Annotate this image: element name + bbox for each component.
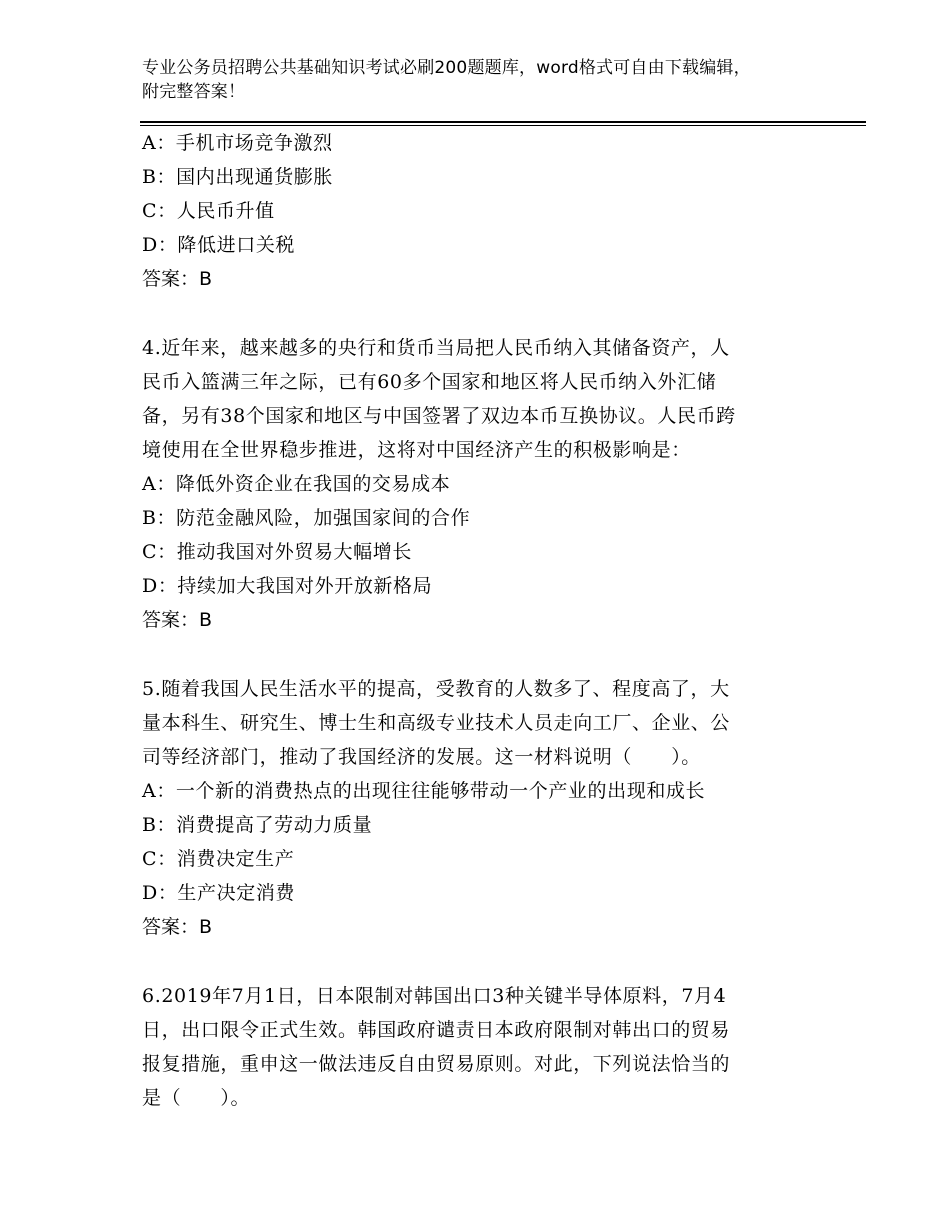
option-b: B：防范金融风险，加强国家间的合作 <box>142 507 471 529</box>
question-3 <box>142 126 866 296</box>
question-stem-line: 是（ ）。 <box>142 1087 251 1109</box>
question-stem-line: 4.近年来，越来越多的央行和货币当局把人民币纳入其储备资产，人 <box>142 337 730 359</box>
question-stem-line: 司等经济部门，推动了我国经济的发展。这一材料说明（ ）。 <box>142 746 701 768</box>
option-c: C：消费决定生产 <box>142 848 295 870</box>
option-a: A：降低外资企业在我国的交易成本 <box>142 473 451 495</box>
option-d: D：降低进口关税 <box>142 234 296 256</box>
question-stem-line: 日，出口限令正式生效。韩国政府谴责日本政府限制对韩出口的贸易 <box>142 1019 731 1041</box>
option-b: B：国内出现通货膨胀 <box>142 166 333 188</box>
option-d: D：生产决定消费 <box>142 882 296 904</box>
question-5 <box>142 672 866 944</box>
option-d: D：持续加大我国对外开放新格局 <box>142 575 433 597</box>
question-stem-line: 6.2019年7月1日，日本限制对韩国出口3种关键半导体原料，7月4 <box>142 985 727 1007</box>
option-a: A：一个新的消费热点的出现往往能够带动一个产业的出现和成长 <box>142 780 706 802</box>
answer: 答案：B <box>142 268 213 290</box>
option-c: C：人民币升值 <box>142 200 275 222</box>
header-line-1: 专业公务员招聘公共基础知识考试必刷200题题库，word格式可自由下载编辑， <box>142 58 751 78</box>
page-header <box>142 56 842 104</box>
option-a: A：手机市场竞争激烈 <box>142 132 333 154</box>
option-b: B：消费提高了劳动力质量 <box>142 814 373 836</box>
question-stem-line: 备，另有38个国家和地区与中国签署了双边本币互换协议。人民币跨 <box>142 405 736 427</box>
answer: 答案：B <box>142 609 213 631</box>
question-stem-line: 量本科生、研究生、博士生和高级专业技术人员走向工厂、企业、公 <box>142 712 731 734</box>
question-stem-line: 5.随着我国人民生活水平的提高，受教育的人数多了、程度高了，大 <box>142 678 730 700</box>
question-stem-line: 民币入篮满三年之际，已有60多个国家和地区将人民币纳入外汇储 <box>142 371 717 393</box>
header-divider-thick <box>140 121 866 123</box>
question-6 <box>142 979 866 1115</box>
option-c: C：推动我国对外贸易大幅增长 <box>142 541 412 563</box>
question-stem-line: 境使用在全世界稳步推进，这将对中国经济产生的积极影响是： <box>142 439 691 461</box>
question-4 <box>142 331 866 637</box>
header-line-2: 附完整答案！ <box>142 82 246 102</box>
answer: 答案：B <box>142 916 213 938</box>
document-body <box>142 126 866 1115</box>
question-stem-line: 报复措施，重申这一做法违反自由贸易原则。对此，下列说法恰当的 <box>142 1053 731 1075</box>
